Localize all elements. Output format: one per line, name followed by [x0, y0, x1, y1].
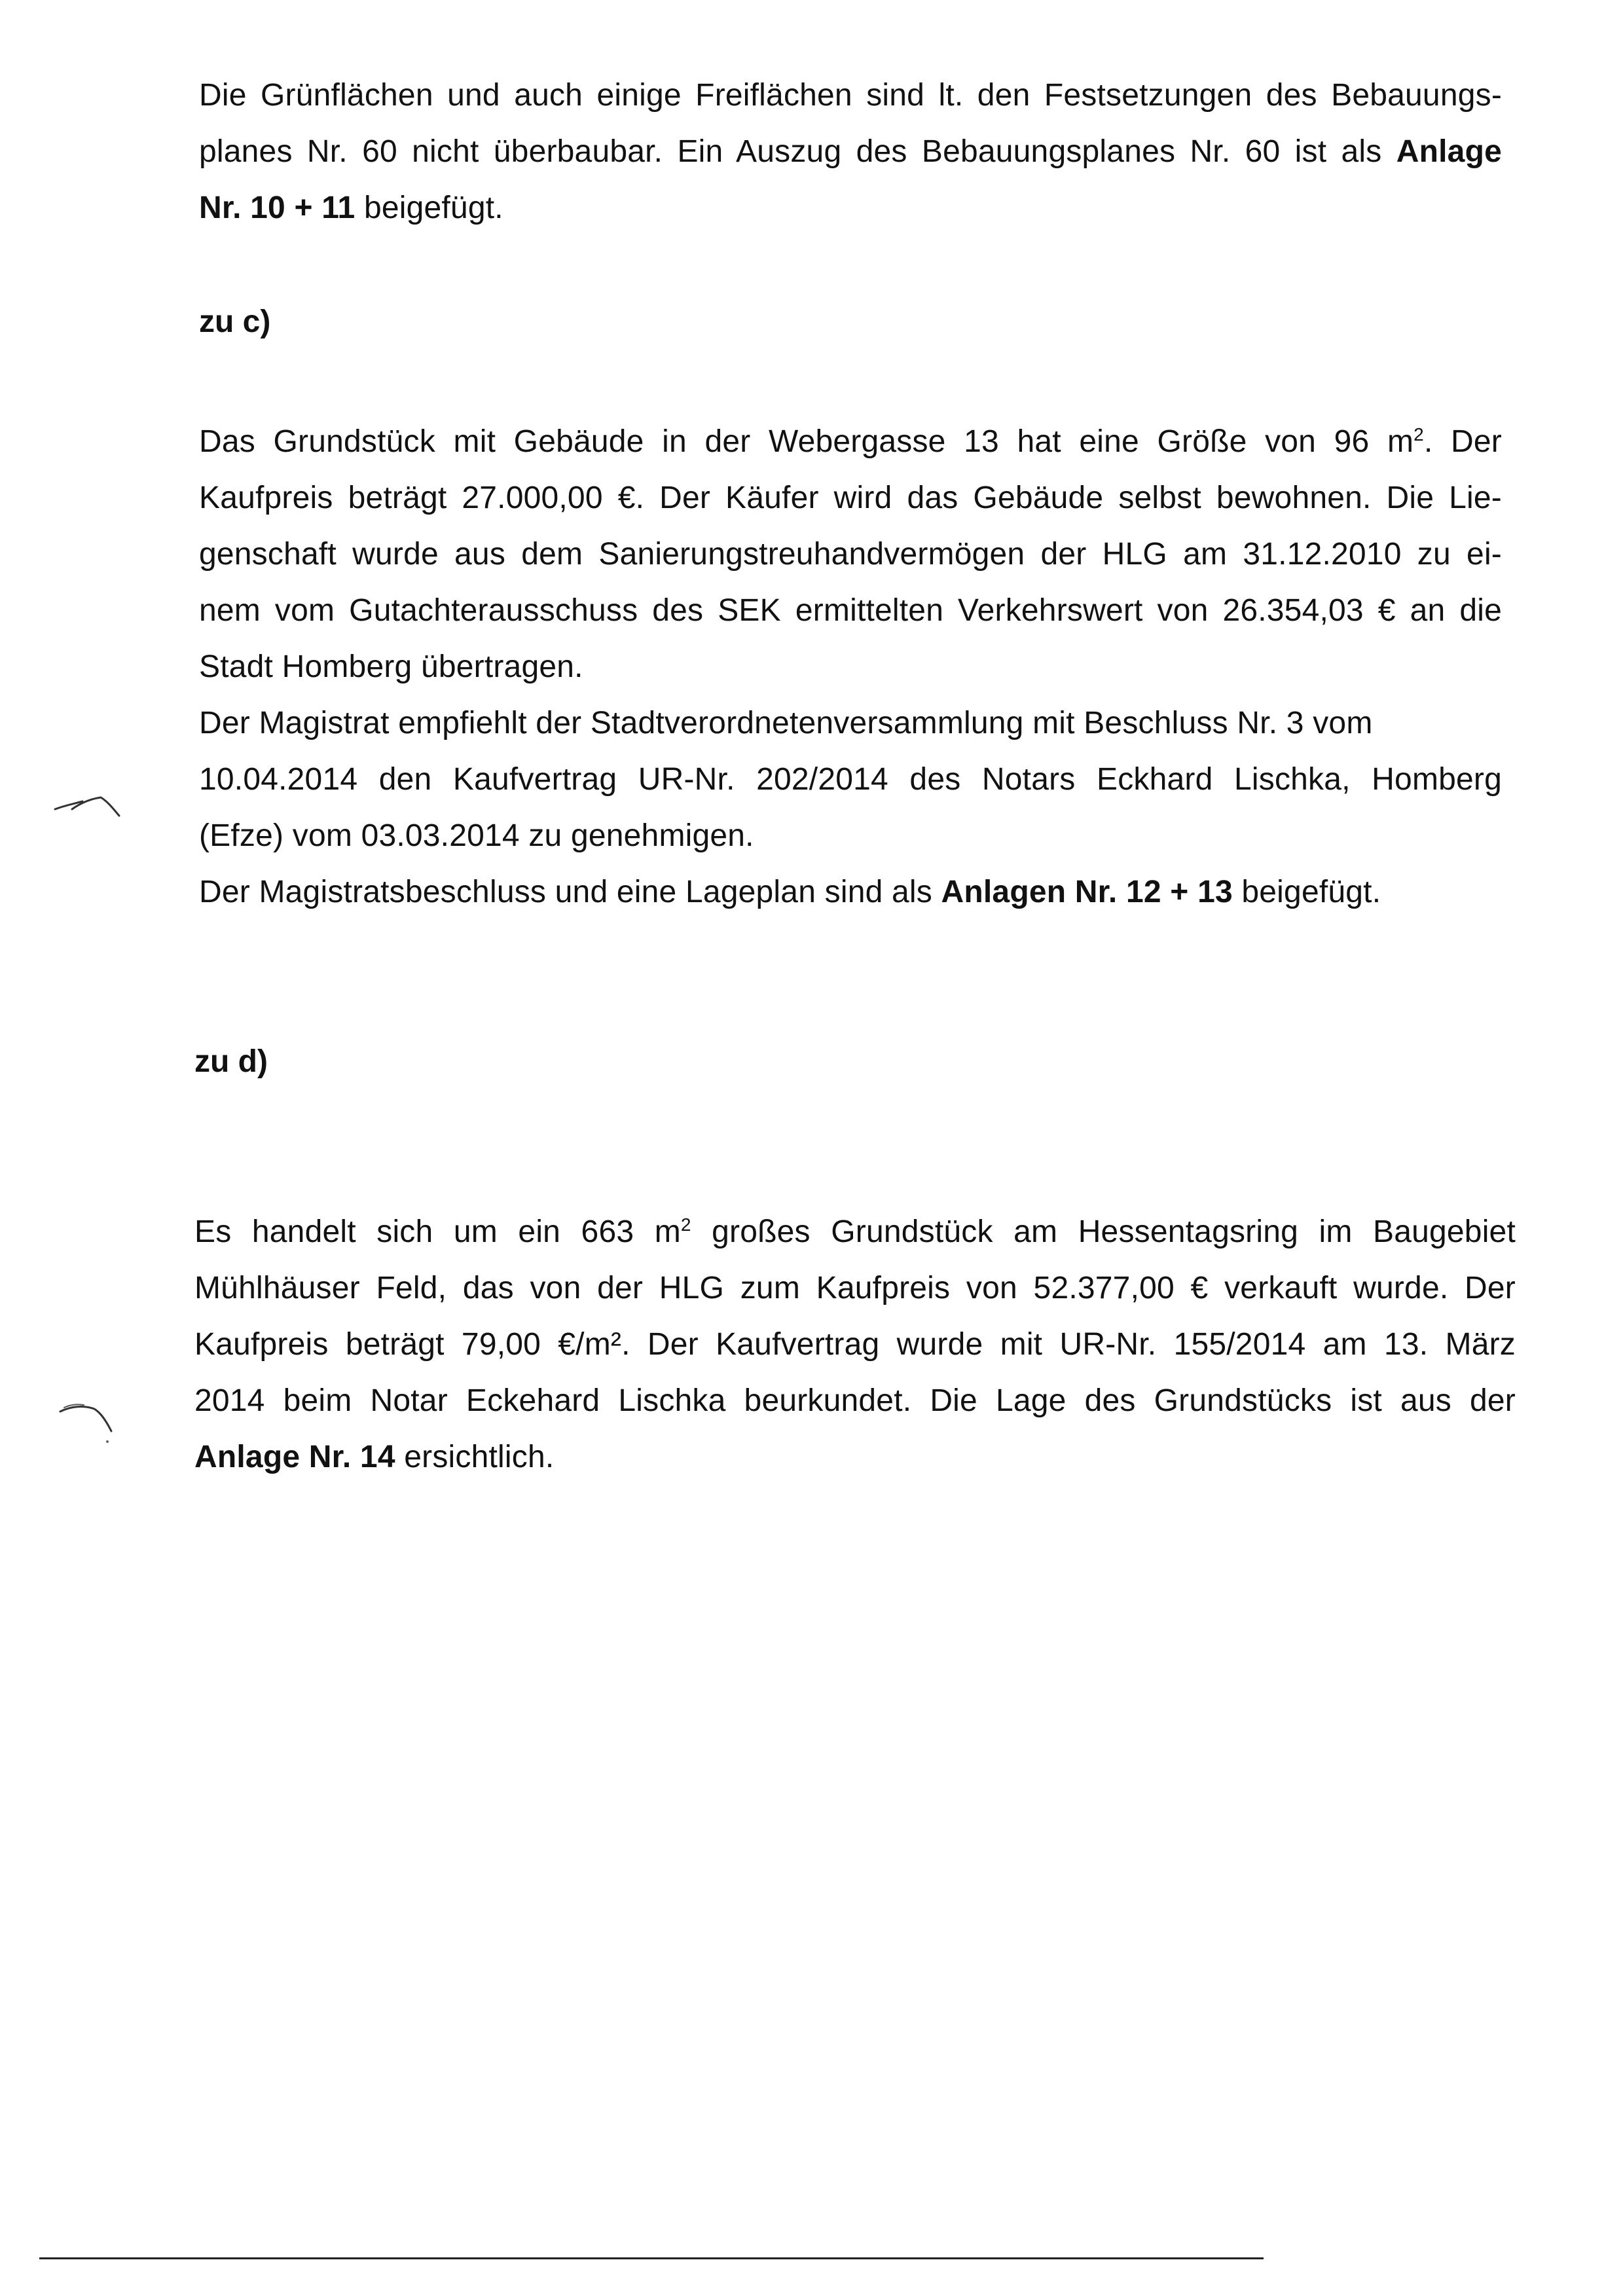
paragraph-d-line-4: 2014 beim Notar Eckehard Lischka beurkundet. Die Lage des Grundstücks ist aus der	[194, 1383, 1516, 1418]
paragraph-d-line-1	[194, 1204, 1516, 1260]
paragraph-d-line-2: Mühlhäuser Feld, das von der HLG zum Kaufpreis von 52.377,00 € verkauft wurde. Der	[194, 1271, 1516, 1305]
paragraph-c-line-9-text: Der Magistratsbeschluss und eine Lageplan sind als	[199, 875, 941, 909]
section-heading-c: zu c)	[199, 304, 271, 339]
paragraph-d-line-5-text: ersichtlich.	[395, 1440, 555, 1474]
paragraph-c-line-3: genschaft wurde aus dem Sanierungstreuhandvermögen der HLG am 31.12.2010 zu ei-	[199, 537, 1502, 572]
paragraph-c-line-5: Stadt Homberg übertragen.	[199, 649, 583, 684]
paragraph-c-line-2: Kaufpreis beträgt 27.000,00 €. Der Käufer wird das Gebäude selbst bewohnen. Die Lie-	[199, 481, 1502, 515]
paragraph-c-line-7: 10.04.2014 den Kaufvertrag UR-Nr. 202/2014 des Notars Eckhard Lischka, Homberg	[199, 762, 1502, 797]
paragraph-c-line-9-end: beigefügt.	[1232, 875, 1381, 909]
paragraph-intro-line-2-text: planes Nr. 60 nicht überbaubar. Ein Auszug des Bebauungsplanes Nr. 60 ist als	[199, 134, 1396, 169]
paragraph-c-line-4: nem vom Gutachterausschuss des SEK ermittelten Verkehrswert von 26.354,03 € an die	[199, 593, 1502, 628]
paragraph-d-line-1-end: großes Grundstück am Hessentagsring im Baugebiet	[691, 1214, 1516, 1249]
paragraph-intro-line-3-text: beigefügt.	[355, 191, 503, 225]
paragraph-c-line-6: Der Magistrat empfiehlt der Stadtverordnetenversammlung mit Beschluss Nr. 3 vom	[199, 706, 1373, 740]
paragraph-c	[199, 414, 1502, 920]
superscript-two: 2	[1413, 424, 1424, 445]
paragraph-intro-line-1: Die Grünflächen und auch einige Freiflächen sind lt. den Festsetzungen des Bebauungs-	[199, 78, 1502, 113]
paragraph-c-line-1-end: . Der	[1423, 424, 1502, 459]
superscript-two: 2	[680, 1214, 691, 1235]
paragraph-c-attachment-bold: Anlagen Nr. 12 + 13	[941, 875, 1233, 909]
section-heading-d: zu d)	[194, 1044, 268, 1079]
paragraph-d	[194, 1204, 1516, 1485]
handwritten-mark-icon	[58, 1394, 123, 1447]
paragraph-c-line-8: (Efze) vom 03.03.2014 zu genehmigen.	[199, 818, 754, 853]
paragraph-c-line-9	[199, 864, 1502, 920]
paragraph-c-line-1	[199, 414, 1502, 470]
paragraph-c-line-1-text: Das Grundstück mit Gebäude in der Webergasse 13 hat eine Größe von 96 m	[199, 424, 1414, 459]
paragraph-d-line-1-text: Es handelt sich um ein 663 m	[194, 1214, 681, 1249]
paragraph-intro-line-2	[199, 124, 1502, 180]
paragraph-d-attachment-bold: Anlage Nr. 14	[194, 1440, 395, 1474]
handwritten-mark-icon	[52, 786, 124, 825]
paragraph-d-line-5	[194, 1429, 1516, 1485]
paragraph-intro-line-3	[199, 180, 1502, 236]
paragraph-intro-attachment-number: Nr. 10 + 11	[199, 191, 356, 225]
paragraph-d-line-3: Kaufpreis beträgt 79,00 €/m². Der Kaufvertrag wurde mit UR-Nr. 155/2014 am 13. März	[194, 1327, 1516, 1362]
footer-divider	[39, 2257, 1264, 2259]
paragraph-intro-anlage-bold: Anlage	[1396, 134, 1502, 169]
paragraph-intro	[199, 67, 1502, 236]
